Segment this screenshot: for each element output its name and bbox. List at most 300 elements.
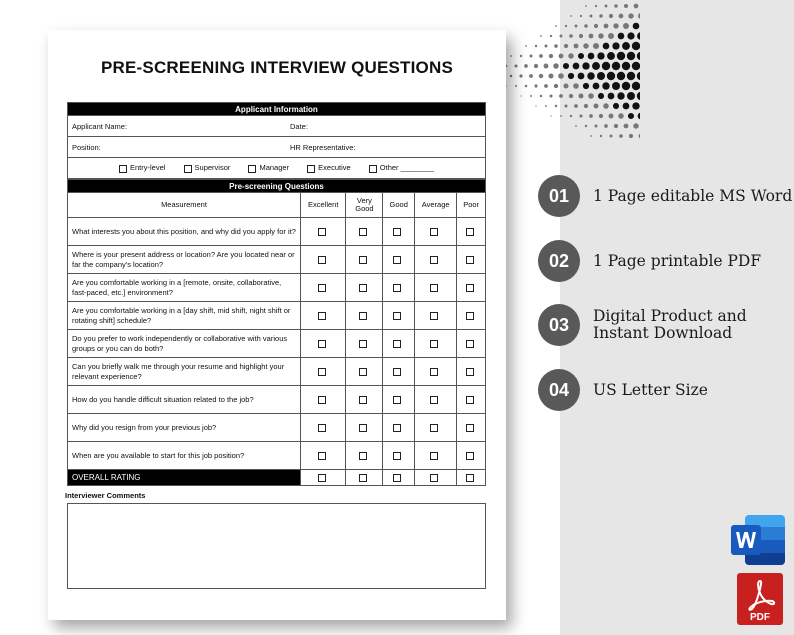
- halftone-dot: [534, 84, 537, 87]
- checkbox[interactable]: [466, 284, 474, 292]
- col-average: Average: [414, 193, 456, 218]
- rating-cell[interactable]: [301, 302, 346, 330]
- level-option[interactable]: Entry-level: [119, 163, 165, 172]
- rating-cell[interactable]: [346, 470, 383, 486]
- halftone-dot: [609, 114, 614, 119]
- halftone-dot: [607, 72, 615, 80]
- halftone-dot: [593, 43, 599, 49]
- halftone-dot: [602, 82, 609, 89]
- level-options: [68, 158, 486, 179]
- checkbox[interactable]: [430, 474, 438, 482]
- feature-text: Digital Product and Instant Download: [593, 307, 747, 342]
- halftone-dot: [632, 82, 640, 90]
- checkbox[interactable]: [307, 165, 315, 173]
- halftone-dot: [555, 25, 557, 27]
- halftone-dot: [612, 62, 620, 70]
- halftone-dot: [530, 95, 532, 97]
- form-sheet: [67, 102, 486, 589]
- halftone-dot: [608, 93, 615, 100]
- halftone-dot: [632, 42, 640, 50]
- rating-cell[interactable]: [383, 330, 415, 358]
- overall-rating-row: [68, 470, 486, 486]
- halftone-dot: [590, 15, 593, 18]
- halftone-dot: [578, 73, 585, 80]
- checkbox[interactable]: [466, 228, 474, 236]
- halftone-dot: [612, 82, 620, 90]
- checkbox[interactable]: [430, 284, 438, 292]
- halftone-dot: [553, 63, 558, 68]
- checkbox[interactable]: [466, 396, 474, 404]
- checkbox[interactable]: [393, 284, 401, 292]
- checkbox[interactable]: [359, 424, 367, 432]
- halftone-dot: [597, 52, 604, 59]
- halftone-dot: [560, 115, 562, 117]
- halftone-dot: [539, 74, 543, 78]
- overall-rating-label: OVERALL RATING: [68, 470, 301, 486]
- question-row: [68, 246, 486, 274]
- checkbox[interactable]: [393, 424, 401, 432]
- halftone-dot: [575, 25, 578, 28]
- halftone-dot: [614, 124, 618, 128]
- rating-cell[interactable]: [346, 218, 383, 246]
- checkbox[interactable]: [359, 396, 367, 404]
- halftone-dot: [627, 52, 635, 60]
- rating-cell[interactable]: [457, 246, 486, 274]
- checkbox[interactable]: [318, 340, 326, 348]
- halftone-dot: [627, 92, 635, 100]
- checkbox[interactable]: [318, 424, 326, 432]
- checkbox[interactable]: [393, 256, 401, 264]
- applicant-info-table: [67, 102, 486, 179]
- position-field[interactable]: Position:: [68, 137, 287, 158]
- rating-cell[interactable]: [346, 358, 383, 386]
- question-text: Do you prefer to work independently or collaborative with various groups or you can do both?: [68, 330, 301, 358]
- checkbox[interactable]: [119, 165, 127, 173]
- checkbox[interactable]: [318, 284, 326, 292]
- rating-cell[interactable]: [383, 470, 415, 486]
- questions-table: [67, 179, 486, 486]
- rating-cell[interactable]: [414, 386, 456, 414]
- rating-cell[interactable]: [383, 302, 415, 330]
- question-text: When are you available to start for this job position?: [68, 442, 301, 470]
- rating-cell[interactable]: [414, 358, 456, 386]
- checkbox[interactable]: [359, 340, 367, 348]
- question-text: How do you handle difficult situation related to the job?: [68, 386, 301, 414]
- halftone-dot: [639, 134, 640, 139]
- halftone-dot: [574, 104, 578, 108]
- question-text: Are you comfortable working in a [day shift, mid shift, night shift or rotating shift] schedule?: [68, 302, 301, 330]
- rating-cell[interactable]: [457, 358, 486, 386]
- level-option[interactable]: Supervisor: [184, 163, 231, 172]
- halftone-dot: [619, 134, 623, 138]
- checkbox[interactable]: [393, 228, 401, 236]
- feature-item-1: [538, 175, 794, 217]
- halftone-dot: [634, 4, 639, 9]
- rating-cell[interactable]: [346, 414, 383, 442]
- checkbox[interactable]: [466, 368, 474, 376]
- rating-cell[interactable]: [301, 274, 346, 302]
- question-row: [68, 358, 486, 386]
- halftone-dot: [564, 44, 568, 48]
- checkbox[interactable]: [318, 312, 326, 320]
- level-option[interactable]: Other ________: [369, 163, 434, 172]
- checkbox[interactable]: [430, 368, 438, 376]
- halftone-dot: [584, 24, 588, 28]
- halftone-dot: [583, 43, 588, 48]
- rating-cell[interactable]: [346, 386, 383, 414]
- rating-cell[interactable]: [383, 358, 415, 386]
- rating-cell[interactable]: [383, 218, 415, 246]
- feature-item-2: [538, 240, 794, 282]
- checkbox[interactable]: [318, 256, 326, 264]
- feature-number-badge: 02: [538, 240, 580, 282]
- question-row: [68, 386, 486, 414]
- halftone-dot: [637, 72, 640, 80]
- halftone-dot: [624, 4, 628, 8]
- halftone-dot: [550, 115, 551, 116]
- rating-cell[interactable]: [457, 330, 486, 358]
- halftone-dot: [563, 63, 569, 69]
- question-text: Why did you resign from your previous job?: [68, 414, 301, 442]
- halftone-dot: [607, 52, 615, 60]
- rating-cell[interactable]: [457, 218, 486, 246]
- checkbox[interactable]: [359, 284, 367, 292]
- halftone-dot: [568, 53, 573, 58]
- halftone-dot: [600, 135, 602, 137]
- applicant-name-field[interactable]: Applicant Name:: [68, 116, 287, 137]
- rating-cell[interactable]: [414, 414, 456, 442]
- rating-cell[interactable]: [457, 470, 486, 486]
- halftone-dot: [628, 13, 633, 18]
- halftone-dot: [599, 114, 603, 118]
- rating-cell[interactable]: [414, 442, 456, 470]
- col-very-good: Very Good: [346, 193, 383, 218]
- halftone-dot: [633, 23, 640, 30]
- checkbox[interactable]: [393, 474, 401, 482]
- halftone-dot: [633, 123, 638, 128]
- rating-cell[interactable]: [383, 274, 415, 302]
- comments-label: Interviewer Comments: [65, 491, 146, 500]
- checkbox[interactable]: [430, 396, 438, 404]
- halftone-dot: [617, 92, 624, 99]
- column-headers: [68, 193, 486, 218]
- halftone-dot: [592, 62, 600, 70]
- rating-cell[interactable]: [414, 246, 456, 274]
- halftone-dot: [545, 105, 547, 107]
- halftone-dot: [583, 83, 589, 89]
- rating-cell[interactable]: [346, 330, 383, 358]
- halftone-dot: [584, 104, 588, 108]
- halftone-dot: [628, 113, 634, 119]
- halftone-dot: [525, 85, 528, 88]
- checkbox[interactable]: [430, 228, 438, 236]
- ms-word-icon: [731, 515, 785, 565]
- halftone-dot: [604, 124, 608, 128]
- rating-cell[interactable]: [346, 442, 383, 470]
- feature-text: 1 Page editable MS Word: [593, 186, 793, 205]
- halftone-dot: [609, 14, 613, 18]
- checkbox[interactable]: [359, 256, 367, 264]
- checkbox[interactable]: [359, 312, 367, 320]
- col-measurement: Measurement: [68, 193, 301, 218]
- halftone-dot: [578, 53, 584, 59]
- hr-representative-field[interactable]: HR Representative:: [286, 137, 486, 158]
- halftone-dot: [514, 64, 517, 67]
- rating-cell[interactable]: [346, 274, 383, 302]
- date-field[interactable]: Date:: [286, 116, 486, 137]
- halftone-dot: [529, 74, 533, 78]
- halftone-dot: [590, 135, 592, 137]
- halftone-dot: [570, 15, 572, 17]
- halftone-dot: [544, 64, 549, 69]
- rating-cell[interactable]: [346, 302, 383, 330]
- halftone-dot: [599, 14, 603, 18]
- rating-cell[interactable]: [414, 470, 456, 486]
- question-text: What interests you about this position, and why did you apply for it?: [68, 218, 301, 246]
- checkbox[interactable]: [430, 424, 438, 432]
- document-page: [48, 30, 506, 620]
- checkbox[interactable]: [184, 165, 192, 173]
- halftone-dot: [580, 15, 582, 17]
- checkbox[interactable]: [393, 396, 401, 404]
- halftone-dot: [594, 104, 599, 109]
- question-rows: [68, 218, 486, 470]
- halftone-dot: [559, 54, 564, 59]
- halftone-dot: [544, 84, 548, 88]
- checkbox[interactable]: [318, 228, 326, 236]
- halftone-dot: [614, 4, 617, 7]
- halftone-dot: [579, 94, 584, 99]
- halftone-dot: [588, 53, 595, 60]
- halftone-dot: [570, 115, 572, 117]
- halftone-dot: [535, 45, 537, 47]
- halftone-dot: [603, 103, 609, 109]
- halftone-dot: [534, 64, 538, 68]
- checkbox[interactable]: [248, 165, 256, 173]
- halftone-dot: [632, 62, 640, 70]
- halftone-dot: [573, 83, 579, 89]
- halftone-dot: [617, 72, 625, 80]
- checkbox[interactable]: [466, 452, 474, 460]
- halftone-dot: [613, 23, 618, 28]
- level-option[interactable]: Manager: [248, 163, 289, 172]
- halftone-dot: [598, 93, 604, 99]
- halftone-dot: [627, 32, 634, 39]
- rating-cell[interactable]: [457, 302, 486, 330]
- halftone-dot: [619, 14, 624, 19]
- halftone-dot: [554, 84, 558, 88]
- checkbox[interactable]: [359, 228, 367, 236]
- rating-cell[interactable]: [383, 246, 415, 274]
- checkbox[interactable]: [318, 396, 326, 404]
- checkbox[interactable]: [393, 312, 401, 320]
- halftone-dot: [637, 52, 640, 60]
- checkbox[interactable]: [466, 340, 474, 348]
- halftone-dot: [525, 45, 527, 47]
- checkbox[interactable]: [359, 368, 367, 376]
- questions-header: Pre-screening Questions: [68, 180, 486, 193]
- halftone-dot: [564, 84, 569, 89]
- halftone-dot: [603, 43, 610, 50]
- halftone-dot: [515, 85, 517, 87]
- checkbox[interactable]: [318, 368, 326, 376]
- rating-cell[interactable]: [301, 358, 346, 386]
- rating-cell[interactable]: [301, 470, 346, 486]
- halftone-dot: [569, 94, 573, 98]
- halftone-dot: [593, 83, 600, 90]
- comments-box[interactable]: [67, 503, 486, 589]
- halftone-dot: [638, 13, 640, 19]
- checkbox[interactable]: [318, 474, 326, 482]
- checkbox[interactable]: [430, 340, 438, 348]
- rating-cell[interactable]: [457, 442, 486, 470]
- checkbox[interactable]: [318, 452, 326, 460]
- halftone-dot: [594, 124, 597, 127]
- checkbox[interactable]: [393, 368, 401, 376]
- halftone-dot: [618, 113, 624, 119]
- halftone-dot: [519, 74, 522, 77]
- checkbox[interactable]: [430, 452, 438, 460]
- halftone-dot: [575, 125, 577, 127]
- svg-text:PDF: PDF: [750, 612, 770, 623]
- halftone-dot: [588, 93, 594, 99]
- feature-text: 1 Page printable PDF: [593, 251, 762, 270]
- rating-cell[interactable]: [346, 246, 383, 274]
- checkbox[interactable]: [430, 312, 438, 320]
- checkbox[interactable]: [466, 474, 474, 482]
- halftone-dot: [564, 104, 567, 107]
- feature-number-badge: 04: [538, 369, 580, 411]
- rating-cell[interactable]: [301, 246, 346, 274]
- halftone-dot: [555, 105, 557, 107]
- col-excellent: Excellent: [301, 193, 346, 218]
- halftone-dot: [627, 72, 635, 80]
- halftone-dot: [574, 44, 579, 49]
- rating-cell[interactable]: [301, 442, 346, 470]
- halftone-dot: [582, 62, 589, 69]
- applicant-info-header: Applicant Information: [68, 103, 486, 116]
- rating-cell[interactable]: [383, 442, 415, 470]
- rating-cell[interactable]: [414, 330, 456, 358]
- feature-item-3: [538, 304, 794, 346]
- rating-cell[interactable]: [457, 274, 486, 302]
- question-text: Can you briefly walk me through your resume and highlight your relevant experience?: [68, 358, 301, 386]
- halftone-dot: [549, 94, 552, 97]
- halftone-dot: [579, 114, 582, 117]
- halftone-dot: [545, 45, 548, 48]
- feature-number-badge: 03: [538, 304, 580, 346]
- halftone-dot: [622, 62, 630, 70]
- halftone-dot: [554, 44, 558, 48]
- pdf-icon: [737, 573, 783, 625]
- halftone-dot: [622, 42, 630, 50]
- halftone-dot: [638, 113, 640, 120]
- checkbox[interactable]: [359, 452, 367, 460]
- halftone-dot: [594, 24, 598, 28]
- question-row: [68, 442, 486, 470]
- feature-text: US Letter Size: [593, 380, 708, 399]
- question-row: [68, 414, 486, 442]
- halftone-dot: [598, 33, 603, 38]
- halftone-dot: [549, 54, 553, 58]
- halftone-dot: [520, 95, 521, 96]
- halftone-dot: [623, 103, 630, 110]
- halftone-dot: [539, 54, 543, 58]
- rating-cell[interactable]: [414, 218, 456, 246]
- halftone-dot: [623, 23, 629, 29]
- rating-cell[interactable]: [383, 414, 415, 442]
- halftone-dot: [632, 102, 639, 109]
- halftone-dot: [595, 5, 597, 7]
- halftone-dot: [602, 62, 610, 70]
- rating-cell[interactable]: [301, 218, 346, 246]
- rating-cell[interactable]: [457, 414, 486, 442]
- rating-cell[interactable]: [301, 330, 346, 358]
- halftone-dot: [617, 52, 625, 60]
- halftone-dot: [510, 75, 513, 78]
- checkbox[interactable]: [393, 452, 401, 460]
- question-row: [68, 218, 486, 246]
- halftone-dot: [565, 25, 567, 27]
- halftone-dot: [569, 34, 573, 38]
- rating-cell[interactable]: [414, 302, 456, 330]
- rating-cell[interactable]: [414, 274, 456, 302]
- checkbox[interactable]: [393, 340, 401, 348]
- halftone-dot: [597, 72, 605, 80]
- halftone-dot: [613, 103, 619, 109]
- halftone-dot: [637, 32, 640, 40]
- halftone-dot: [549, 74, 554, 79]
- rating-cell[interactable]: [457, 386, 486, 414]
- question-row: [68, 302, 486, 330]
- checkbox[interactable]: [359, 474, 367, 482]
- checkbox[interactable]: [466, 312, 474, 320]
- question-row: [68, 274, 486, 302]
- feature-item-4: [538, 369, 794, 411]
- halftone-dot: [609, 134, 612, 137]
- halftone-dot: [559, 94, 563, 98]
- rating-cell[interactable]: [301, 386, 346, 414]
- checkbox[interactable]: [430, 256, 438, 264]
- halftone-dot: [637, 92, 640, 100]
- checkbox[interactable]: [466, 424, 474, 432]
- rating-cell[interactable]: [383, 386, 415, 414]
- halftone-dot: [558, 73, 564, 79]
- question-row: [68, 330, 486, 358]
- halftone-dot: [560, 35, 563, 38]
- page-title: PRE-SCREENING INTERVIEW QUESTIONS: [101, 58, 453, 77]
- halftone-dot: [624, 124, 629, 129]
- level-option[interactable]: Executive: [307, 163, 351, 172]
- halftone-dot: [585, 125, 587, 127]
- checkbox[interactable]: [369, 165, 377, 173]
- question-text: Where is your present address or location? Are you located near or far the company's location?: [68, 246, 301, 274]
- question-text: Are you comfortable working in a [remote, onsite, collaborative, fast-paced, etc.] environment?: [68, 274, 301, 302]
- col-good: Good: [383, 193, 415, 218]
- halftone-dot: [510, 55, 512, 57]
- rating-cell[interactable]: [301, 414, 346, 442]
- halftone-dot: [579, 34, 583, 38]
- halftone-dot: [529, 54, 532, 57]
- col-poor: Poor: [457, 193, 486, 218]
- halftone-dot: [585, 5, 587, 7]
- halftone-dot: [622, 82, 630, 90]
- halftone-dot: [550, 35, 552, 37]
- halftone-dot: [618, 33, 625, 40]
- halftone-dot: [535, 105, 536, 106]
- halftone-dot: [573, 63, 580, 70]
- checkbox[interactable]: [466, 256, 474, 264]
